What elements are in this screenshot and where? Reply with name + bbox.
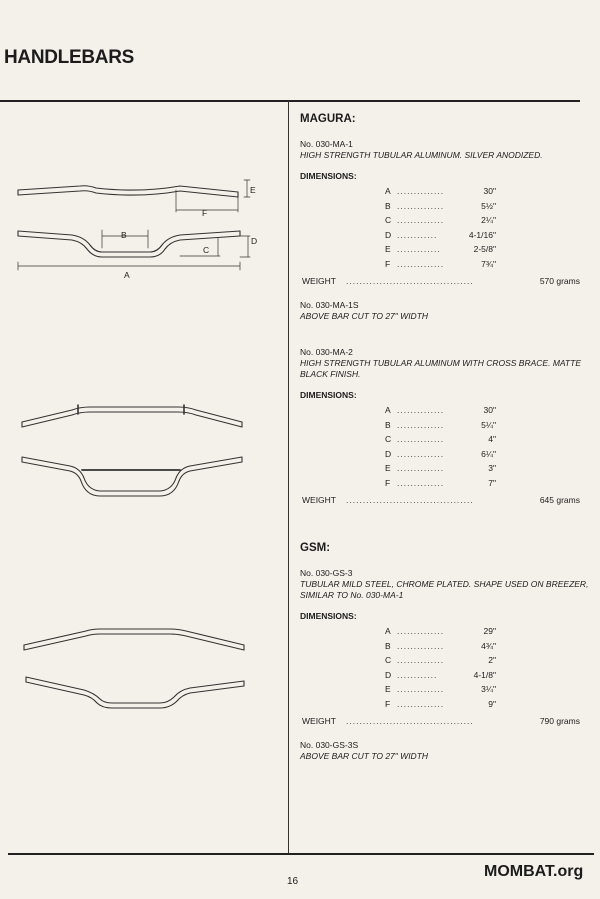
model-description: HIGH STRENGTH TUBULAR ALUMINUM WITH CROSS BRACE. MATTE BLACK FINISH. (300, 358, 581, 379)
magura-ma2-section (300, 347, 592, 507)
dimension-row: C .............. 4" (385, 434, 496, 445)
site-watermark: MOMBAT.org (484, 863, 584, 880)
page-number: 16 (287, 876, 299, 887)
dimension-row: A .............. 29" (385, 626, 496, 636)
weight-row: WEIGHT ...................................... 570 grams (302, 275, 580, 286)
dimensions-list (300, 405, 592, 493)
handlebar-magura-1-top-view (18, 180, 250, 212)
dimension-row: A .............. 30" (385, 405, 496, 415)
handlebar-magura-2-front-view (22, 457, 242, 496)
dimensions-heading: DIMENSIONS: (300, 390, 357, 400)
dimension-row: E .............. 3" (385, 463, 496, 474)
variant-block (300, 300, 592, 322)
handlebar-gsm-3-top-view (24, 629, 244, 650)
dimension-row: E .............. 3¼" (385, 684, 496, 695)
dim-label-b: B (121, 230, 127, 240)
handlebar-gsm-3-front-view (26, 677, 244, 708)
dimension-row: B .............. 5½" (385, 200, 496, 211)
dim-label-c: C (203, 245, 210, 255)
dimensions-list (300, 186, 592, 274)
weight-row: WEIGHT ...................................... 790 grams (302, 715, 580, 726)
brand-heading-gsm: GSM: (300, 542, 331, 554)
model-description: ABOVE BAR CUT TO 27" WIDTH (300, 310, 429, 321)
dim-label-d: D (251, 236, 258, 246)
dimension-row: F .............. 7" (385, 477, 496, 488)
model-number: No. 030-MA-1 (300, 139, 353, 149)
dimension-row: E ............. 2-5/8" (385, 244, 496, 255)
dimensions-heading: DIMENSIONS: (300, 171, 357, 181)
handlebar-magura-2-top-view (22, 405, 242, 427)
dimension-row: C .............. 2¼" (385, 215, 496, 226)
dimension-row: D ............ 4-1/16" (385, 229, 496, 240)
model-number: No. 030-GS-3S (300, 739, 359, 750)
variant-block (300, 740, 592, 762)
dim-label-a: A (124, 270, 130, 280)
page-title: HANDLEBARS (4, 47, 135, 68)
brand-heading-magura: MAGURA: (300, 113, 356, 125)
dim-label-e: E (250, 185, 256, 195)
model-description: TUBULAR MILD STEEL, CHROME PLATED. SHAPE USED ON BREEZER, SIMILAR TO No. 030-MA-1 (300, 579, 589, 600)
dimension-row: D .............. 6¼" (385, 448, 496, 459)
magura-section (300, 114, 592, 322)
model-number: No. 030-GS-3 (300, 568, 353, 578)
dimension-row: F .............. 7¾" (385, 258, 496, 269)
dimension-row: C .............. 2" (385, 655, 496, 666)
dimension-row: A .............. 30" (385, 186, 496, 196)
model-number: No. 030-MA-2 (300, 347, 353, 357)
dimension-row: B .............. 4¾" (385, 640, 496, 651)
bottom-rule (8, 853, 594, 855)
gsm-section (300, 543, 592, 762)
dim-label-f: F (202, 208, 208, 218)
dimensions-heading: DIMENSIONS: (300, 611, 357, 621)
dimensions-list (300, 626, 592, 714)
dimension-row: B .............. 5¼" (385, 419, 496, 430)
dimension-row: D ............ 4-1/8" (385, 669, 496, 680)
model-description: HIGH STRENGTH TUBULAR ALUMINUM. SILVER ANODIZED. (300, 150, 543, 160)
dimension-row: F .............. 9" (385, 698, 496, 709)
model-number: No. 030-MA-1S (300, 299, 359, 310)
weight-row: WEIGHT ...................................... 645 grams (302, 494, 580, 505)
handlebar-magura-1-front-view (18, 230, 250, 270)
handlebar-illustrations (0, 0, 290, 760)
model-description: ABOVE BAR CUT TO 27" WIDTH (300, 750, 429, 761)
